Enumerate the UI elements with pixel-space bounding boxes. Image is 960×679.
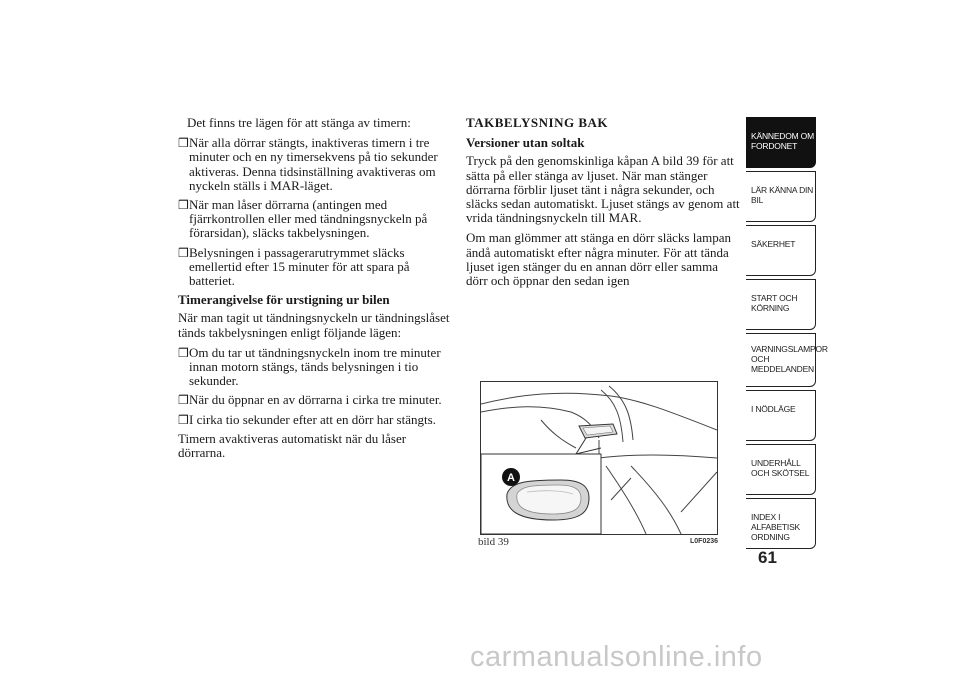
marker-a-label: A xyxy=(507,472,515,484)
timer-off-list xyxy=(178,136,456,288)
tab-kannedom-om-fordonet[interactable]: KÄNNEDOM OM FORDONET xyxy=(746,117,816,168)
tab-sakerhet[interactable]: SÄKERHET xyxy=(746,225,816,276)
tab-underhall-och-skotsel[interactable]: UNDERHÅLL OCH SKÖTSEL xyxy=(746,444,816,495)
exit-timer-list xyxy=(178,346,456,427)
list-item: ❒ Belysningen i passagerarutrymmet släcks emellertid efter 15 minuter för att spara på batteriet. xyxy=(178,244,410,289)
section-heading: Timerangivelse för urstigning ur bilen xyxy=(178,292,390,308)
list-item: ❒ I cirka tio sekunder efter att en dörr har stängts. xyxy=(178,411,436,427)
paragraph: Timern avaktiveras automatiskt när du låser dörrarna. xyxy=(178,430,407,461)
checkbox-bullet-icon: ❒ xyxy=(178,136,189,151)
watermark: carmanualsonline.info xyxy=(470,641,763,673)
checkbox-bullet-icon: ❒ xyxy=(178,198,189,213)
section-subtitle: Versioner utan soltak xyxy=(466,135,585,151)
checkbox-bullet-icon: ❒ xyxy=(178,345,189,360)
timer-intro: Det finns tre lägen för att stänga av timern: xyxy=(187,115,411,130)
checkbox-bullet-icon: ❒ xyxy=(178,393,189,408)
figure-code: L0F0236 xyxy=(690,538,719,545)
tab-index[interactable]: INDEX I ALFABETISK ORDNING xyxy=(746,498,816,549)
right-column xyxy=(466,116,742,294)
tab-i-nodlage[interactable]: I NÖDLÄGE xyxy=(746,390,816,441)
paragraph: Tryck på den genomskinliga kåpan A bild 39 för att sätta på eller stänga av ljuset. När man stänger dörrarna förblir ljuset tänt i några sekunder, och släcks sedan automatiskt. Ljuset stängs av genom att vrida tändningsnyckeln till MAR. xyxy=(466,153,740,226)
list-item: ❒ När alla dörrar stängts, inaktiveras timern i tre minuter och en ny timersekvens på tio sekunder aktiveras. Denna tidsinställning avaktiveras om nyckeln ställs i MAR-läget. xyxy=(178,135,438,193)
figure-caption: bild 39 xyxy=(478,536,509,548)
list-item: ❒ När du öppnar en av dörrarna i cirka tre minuter. xyxy=(178,392,442,408)
tab-varningslampor[interactable]: VARNINGSLAMPOR OCH MEDDELANDEN xyxy=(746,333,816,387)
paragraph: När man tagit ut tändningsnyckeln ur tändningslåset tänds takbelysningen enligt följande lägen: xyxy=(178,310,450,340)
ceiling-lamp-shape xyxy=(579,424,617,438)
page-number: 61 xyxy=(758,548,777,567)
list-item: ❒ När man låser dörrarna (antingen med fjärrkontrollen eller med tändningsnyckeln på förarsidan), släcks takbelysningen. xyxy=(178,197,428,241)
list-item: ❒ Om du tar ut tändningsnyckeln inom tre minuter innan motorn stängs, tänds belysningen i tio sekunder. xyxy=(178,344,441,389)
tab-lar-kanna-din-bil[interactable]: LÄR KÄNNA DIN BIL xyxy=(746,171,816,222)
left-column xyxy=(178,116,456,466)
checkbox-bullet-icon: ❒ xyxy=(178,412,189,427)
tab-start-och-korning[interactable]: START OCH KÖRNING xyxy=(746,279,816,330)
checkbox-bullet-icon: ❒ xyxy=(178,245,189,260)
paragraph: Om man glömmer att stänga en dörr släcks lampan ändå automatiskt efter några minuter. För att tända ljuset igen stänger du en annan dörr eller samma dörr och öppnar den sedan igen xyxy=(466,230,731,289)
section-title: TAKBELYSNING BAK xyxy=(466,115,609,130)
lamp-cover-enlarged xyxy=(507,480,589,520)
chapter-tabs xyxy=(746,117,828,552)
figure-rear-ceiling-light xyxy=(480,381,718,535)
rear-ceiling-light-illustration xyxy=(481,382,717,534)
